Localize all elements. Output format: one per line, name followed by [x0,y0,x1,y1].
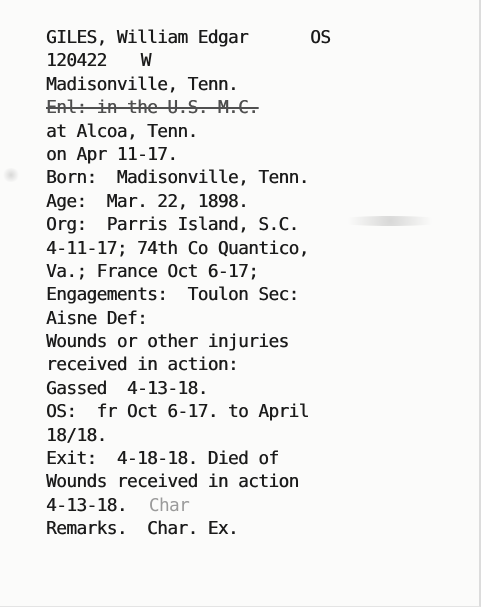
name-line [46,26,330,49]
born-line: Born: Madisonville, Tenn. [46,167,309,189]
person-name: GILES, William Edgar [46,27,249,48]
enlistment-place-line: at Alcoa, Tenn. [46,120,198,142]
engagements-line-2: Aisne Def: [46,307,148,329]
org-line: Org: Parris Island, S.C. [46,214,299,236]
engagements-line: Engagements: Toulon Sec: [46,284,299,306]
exit-date: 4-13-18. [46,494,127,516]
overseas-line: OS: fr Oct 6-17. to April [46,401,309,423]
smudge-mark [330,216,450,226]
age-line: Age: Mar. 22, 1898. [46,190,249,212]
service-number: 120422 [46,50,107,72]
exit-line: Exit: 4-18-18. Died of [46,448,279,470]
race-code: W [140,50,151,72]
enlistment-date-line: on Apr 11-17. [46,143,178,165]
service-number-line [46,49,330,72]
exit-line-2: Wounds received in action [46,471,299,493]
org-line-3: Va.; France Oct 6-17; [46,260,259,282]
remarks-line: Remarks. Char. Ex. [46,518,238,540]
exit-line-3 [46,494,330,517]
os-code: OS [310,27,331,48]
wounds-line: Wounds or other injuries [46,331,289,353]
org-line-2: 4-11-17; 74th Co Quantico, [46,237,309,259]
card-text [46,26,330,541]
smudge-mark [2,168,20,182]
residence-line: Madisonville, Tenn. [46,73,238,95]
wounds-line-2: received in action: [46,354,238,376]
faint-char-note: Char [148,494,190,516]
enlistment-line: Enl: in the U.S. M.C. [46,97,259,119]
gassed-line: Gassed 4-13-18. [46,377,208,399]
overseas-line-2: 18/18. [46,424,107,446]
